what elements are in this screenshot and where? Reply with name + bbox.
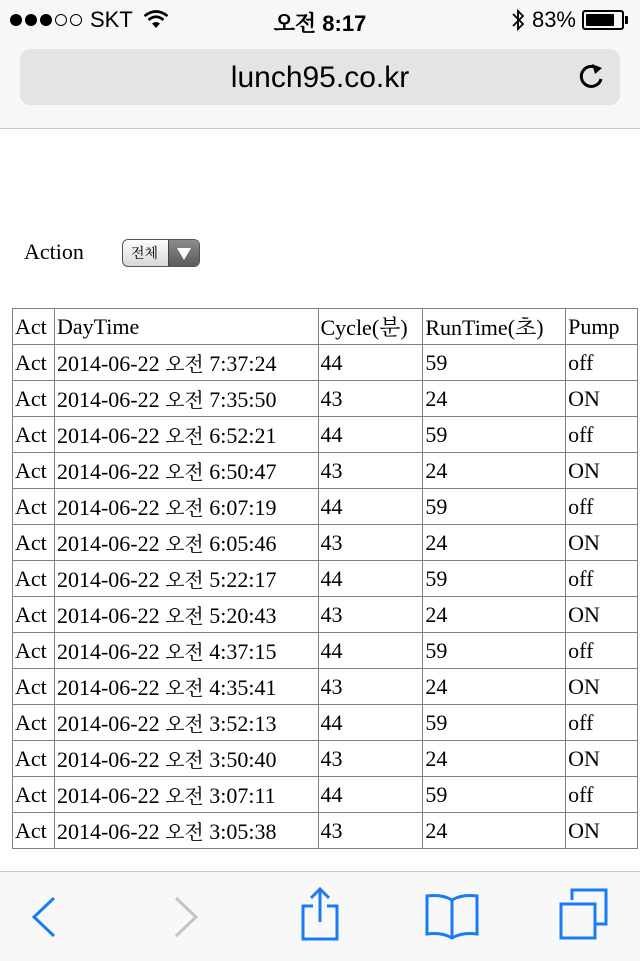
date-text: 2014-06-22 bbox=[56, 531, 160, 556]
header-runtime: RunTime(초) bbox=[423, 309, 566, 345]
time-text: 4:37:15 bbox=[209, 639, 277, 664]
tabs-icon[interactable] bbox=[558, 888, 610, 942]
pump-cell: ON bbox=[566, 453, 638, 489]
act-cell: Act bbox=[13, 741, 55, 777]
ampm-text: 오전 bbox=[165, 748, 204, 772]
back-icon[interactable] bbox=[30, 896, 58, 938]
daytime-cell bbox=[54, 813, 318, 849]
act-cell: Act bbox=[13, 345, 55, 381]
cycle-cell: 43 bbox=[318, 525, 423, 561]
time-text: 7:35:50 bbox=[209, 387, 277, 412]
cycle-cell: 44 bbox=[318, 705, 423, 741]
cycle-cell: 43 bbox=[318, 597, 423, 633]
table-row bbox=[13, 705, 638, 741]
carrier-name: SKT bbox=[90, 7, 133, 32]
daytime-cell bbox=[54, 705, 318, 741]
table-row bbox=[13, 669, 638, 705]
date-text: 2014-06-22 bbox=[56, 639, 160, 664]
daytime-cell bbox=[54, 489, 318, 525]
ampm-text: 오전 bbox=[165, 496, 204, 520]
table-row bbox=[13, 417, 638, 453]
pump-cell: ON bbox=[566, 597, 638, 633]
date-text: 2014-06-22 bbox=[56, 819, 160, 844]
runtime-cell: 59 bbox=[423, 489, 566, 525]
runtime-cell: 24 bbox=[423, 597, 566, 633]
act-cell: Act bbox=[13, 453, 55, 489]
bluetooth-icon bbox=[510, 8, 526, 32]
pump-cell: off bbox=[566, 777, 638, 813]
table-row bbox=[13, 561, 638, 597]
address-bar[interactable] bbox=[20, 49, 620, 105]
pump-cell: ON bbox=[566, 813, 638, 849]
ampm-text: 오전 bbox=[165, 820, 204, 844]
act-cell: Act bbox=[13, 777, 55, 813]
ampm-text: 오전 bbox=[165, 352, 204, 376]
cycle-cell: 43 bbox=[318, 453, 423, 489]
table-row bbox=[13, 741, 638, 777]
time-text: 3:07:11 bbox=[209, 783, 276, 808]
action-select-value: 전체 bbox=[131, 246, 159, 262]
daytime-cell bbox=[54, 525, 318, 561]
browser-toolbar bbox=[0, 871, 640, 961]
act-cell: Act bbox=[13, 525, 55, 561]
pump-cell: off bbox=[566, 633, 638, 669]
pump-cell: off bbox=[566, 345, 638, 381]
table-row bbox=[13, 489, 638, 525]
runtime-cell: 59 bbox=[423, 417, 566, 453]
daytime-cell bbox=[54, 633, 318, 669]
date-text: 2014-06-22 bbox=[56, 387, 160, 412]
daytime-cell bbox=[54, 381, 318, 417]
date-text: 2014-06-22 bbox=[56, 675, 160, 700]
date-text: 2014-06-22 bbox=[56, 351, 160, 376]
daytime-cell bbox=[54, 561, 318, 597]
daytime-cell bbox=[54, 597, 318, 633]
time-text: 5:22:17 bbox=[209, 567, 277, 592]
battery-percent: 83% bbox=[531, 7, 576, 32]
action-label: Action bbox=[24, 239, 84, 264]
pump-cell: ON bbox=[566, 741, 638, 777]
pump-cell: off bbox=[566, 489, 638, 525]
cycle-cell: 44 bbox=[318, 345, 423, 381]
pump-cell: off bbox=[566, 417, 638, 453]
date-text: 2014-06-22 bbox=[56, 783, 160, 808]
runtime-cell: 24 bbox=[423, 381, 566, 417]
cycle-cell: 44 bbox=[318, 489, 423, 525]
daytime-cell bbox=[54, 417, 318, 453]
runtime-cell: 59 bbox=[423, 777, 566, 813]
daytime-cell bbox=[54, 741, 318, 777]
share-icon[interactable] bbox=[300, 886, 340, 942]
act-cell: Act bbox=[13, 417, 55, 453]
pump-cell: off bbox=[566, 561, 638, 597]
url-text[interactable]: lunch95.co.kr bbox=[230, 61, 410, 94]
time-text: 7:37:24 bbox=[209, 351, 277, 376]
runtime-cell: 59 bbox=[423, 561, 566, 597]
act-cell: Act bbox=[13, 813, 55, 849]
daytime-cell bbox=[54, 669, 318, 705]
time-text: 3:50:40 bbox=[209, 747, 277, 772]
header-pump: Pump bbox=[566, 309, 638, 345]
runtime-cell: 59 bbox=[423, 705, 566, 741]
act-cell: Act bbox=[13, 705, 55, 741]
table-header-row bbox=[13, 309, 638, 345]
runtime-cell: 24 bbox=[423, 669, 566, 705]
ampm-text: 오전 bbox=[165, 712, 204, 736]
act-cell: Act bbox=[13, 597, 55, 633]
status-bar bbox=[0, 0, 640, 40]
runtime-cell: 24 bbox=[423, 741, 566, 777]
time-text: 6:07:19 bbox=[209, 495, 277, 520]
pump-cell: off bbox=[566, 705, 638, 741]
reload-icon[interactable] bbox=[576, 61, 606, 93]
date-text: 2014-06-22 bbox=[56, 603, 160, 628]
ampm-text: 오전 bbox=[165, 388, 204, 412]
table-row bbox=[13, 597, 638, 633]
header-act: Act bbox=[13, 309, 55, 345]
act-cell: Act bbox=[13, 381, 55, 417]
pump-cell: ON bbox=[566, 525, 638, 561]
runtime-cell: 59 bbox=[423, 345, 566, 381]
header-cycle: Cycle(분) bbox=[318, 309, 423, 345]
table-row bbox=[13, 813, 638, 849]
pump-cell: ON bbox=[566, 381, 638, 417]
act-cell: Act bbox=[13, 633, 55, 669]
cycle-cell: 44 bbox=[318, 633, 423, 669]
date-text: 2014-06-22 bbox=[56, 567, 160, 592]
browser-address-area bbox=[0, 40, 640, 129]
daytime-cell bbox=[54, 777, 318, 813]
cycle-cell: 44 bbox=[318, 417, 423, 453]
date-text: 2014-06-22 bbox=[56, 459, 160, 484]
forward-icon[interactable] bbox=[172, 896, 200, 938]
time-text: 6:52:21 bbox=[209, 423, 277, 448]
runtime-cell: 24 bbox=[423, 525, 566, 561]
act-cell: Act bbox=[13, 561, 55, 597]
cycle-cell: 43 bbox=[318, 669, 423, 705]
daytime-cell bbox=[54, 453, 318, 489]
ampm-text: 오전 bbox=[165, 532, 204, 556]
runtime-cell: 24 bbox=[423, 453, 566, 489]
table-row bbox=[13, 345, 638, 381]
ampm-text: 오전 bbox=[165, 460, 204, 484]
act-cell: Act bbox=[13, 489, 55, 525]
ampm-text: 오전 bbox=[165, 604, 204, 628]
date-text: 2014-06-22 bbox=[56, 747, 160, 772]
time-text: 3:52:13 bbox=[209, 711, 277, 736]
act-cell: Act bbox=[13, 669, 55, 705]
ampm-text: 오전 bbox=[165, 640, 204, 664]
ampm-text: 오전 bbox=[165, 784, 204, 808]
ampm-text: 오전 bbox=[165, 568, 204, 592]
time-text: 3:05:38 bbox=[209, 819, 277, 844]
time-text: 6:05:46 bbox=[209, 531, 277, 556]
table-row bbox=[13, 777, 638, 813]
date-text: 2014-06-22 bbox=[56, 495, 160, 520]
header-daytime: DayTime bbox=[54, 309, 318, 345]
cycle-cell: 44 bbox=[318, 561, 423, 597]
chevron-down-icon bbox=[168, 240, 199, 266]
pump-cell: ON bbox=[566, 669, 638, 705]
table-row bbox=[13, 381, 638, 417]
ampm-text: 오전 bbox=[165, 424, 204, 448]
time-text: 6:50:47 bbox=[209, 459, 277, 484]
action-select[interactable] bbox=[122, 239, 200, 267]
time-text: 4:35:41 bbox=[209, 675, 277, 700]
clock: 오전 8:17 bbox=[273, 11, 367, 36]
table-row bbox=[13, 633, 638, 669]
ampm-text: 오전 bbox=[165, 676, 204, 700]
table-row bbox=[13, 525, 638, 561]
bookmarks-icon[interactable] bbox=[424, 892, 480, 940]
runtime-cell: 59 bbox=[423, 633, 566, 669]
runtime-cell: 24 bbox=[423, 813, 566, 849]
web-page bbox=[0, 129, 640, 871]
table-row bbox=[13, 453, 638, 489]
time-text: 5:20:43 bbox=[209, 603, 277, 628]
daytime-cell bbox=[54, 345, 318, 381]
date-text: 2014-06-22 bbox=[56, 711, 160, 736]
cycle-cell: 43 bbox=[318, 741, 423, 777]
date-text: 2014-06-22 bbox=[56, 423, 160, 448]
battery-icon bbox=[582, 9, 630, 31]
cycle-cell: 44 bbox=[318, 777, 423, 813]
pump-log-table bbox=[12, 308, 638, 849]
cycle-cell: 43 bbox=[318, 813, 423, 849]
cycle-cell: 43 bbox=[318, 381, 423, 417]
